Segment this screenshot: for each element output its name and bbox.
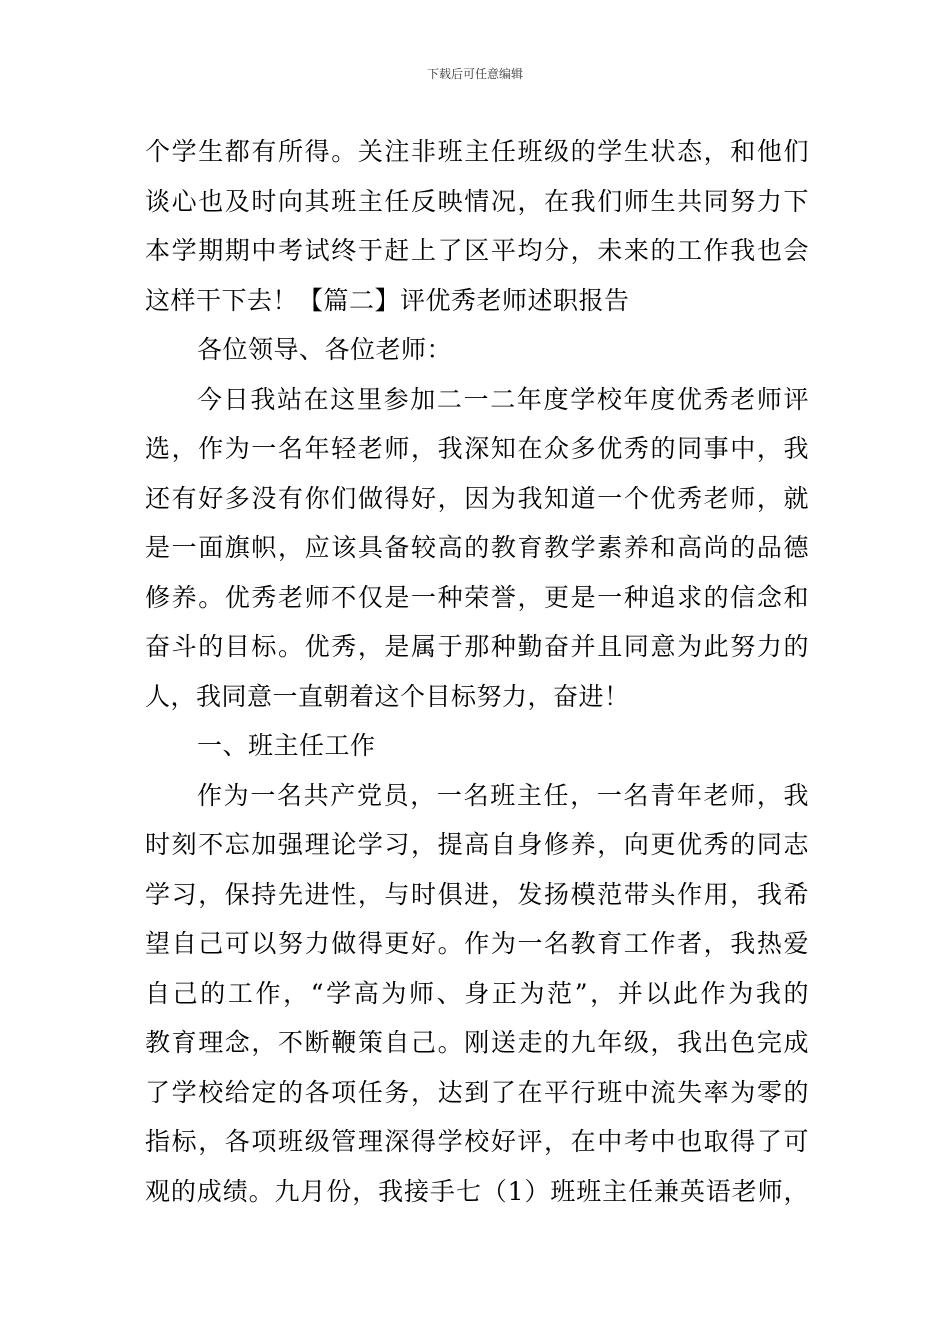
text-line: 了学校给定的各项任务，达到了在平行班中流失率为零的 [145,1077,809,1107]
text-line: 各位领导、各位老师： [197,335,453,364]
text-line: 修养。优秀老师不仅是一种荣誉，更是一种追求的信念和 [145,582,809,612]
text-line: 一、班主任工作 [197,731,376,760]
text-line: 选，作为一名年轻老师，我深知在众多优秀的同事中，我 [145,434,809,463]
text-line: 这样干下去！【篇二】评优秀老师述职报告 [145,285,630,315]
text-line: 指标，各项班级管理深得学校好评，在中考中也取得了可 [145,1127,809,1156]
text-line: 谈心也及时向其班主任反映情况，在我们师生共同努力下 [145,186,809,216]
page-header: 下载后可任意编辑 [426,67,523,81]
text-line: 本学期期中考试终于赶上了区平均分，未来的工作我也会 [145,236,809,265]
text-line: 作为一名共产党员，一名班主任，一名青年老师，我 [197,780,809,810]
text-line: 是一面旗帜，应该具备较高的教育教学素养和高尚的品德 [145,533,809,562]
text-line: 今日我站在这里参加二一二年度学校年度优秀老师评 [197,384,809,414]
document-body [145,127,809,1216]
text-line: 教育理念，不断鞭策自己。刚送走的九年级，我出色完成 [145,1028,809,1057]
text-line: 奋斗的目标。优秀，是属于那种勤奋并且同意为此努力的 [145,632,809,661]
text-line: 学习，保持先进性，与时俱进，发扬模范带头作用，我希 [145,879,809,909]
text-line: 个学生都有所得。关注非班主任班级的学生状态，和他们 [145,137,809,166]
text-line: 观的成绩。九月份，我接手七（1）班班主任兼英语老师， [145,1176,809,1206]
text-line: 时刻不忘加强理论学习，提高自身修养，向更优秀的同志 [145,830,809,859]
text-line: 还有好多没有你们做得好，因为我知道一个优秀老师，就 [145,483,809,513]
text-line: 自己的工作，“学高为师、身正为范”，并以此作为我的 [145,978,809,1008]
text-line: 望自己可以努力做得更好。作为一名教育工作者，我热爱 [145,929,809,958]
text-line: 人，我同意一直朝着这个目标努力，奋进！ [145,681,630,711]
